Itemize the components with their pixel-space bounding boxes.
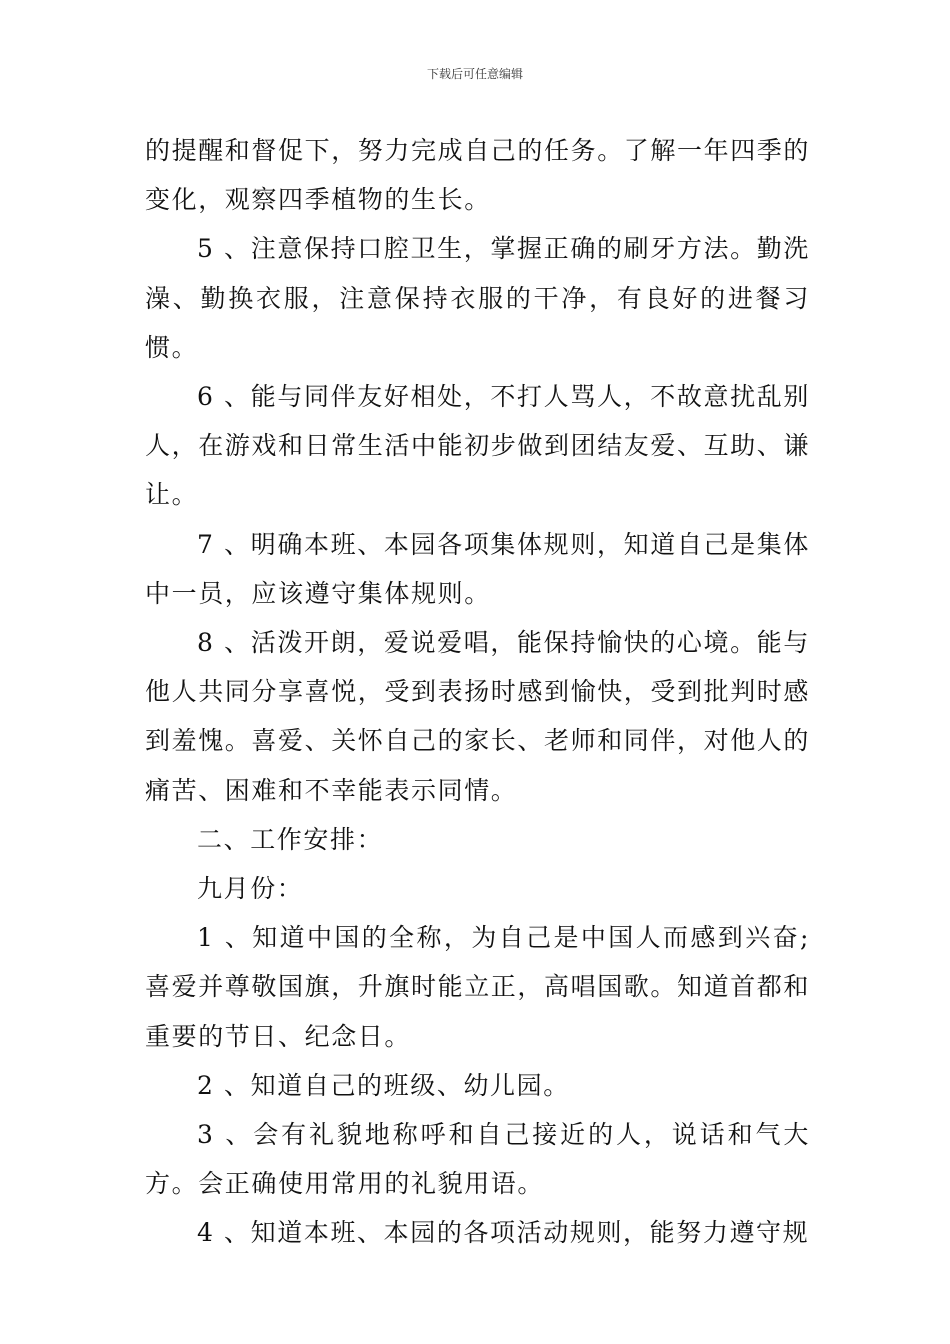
paragraph-9: 2 、知道自己的班级、幼儿园。 xyxy=(197,1070,570,1100)
paragraph-4: 7 、明确本班、本园各项集体规则，知道自己是集体中一员，应该遵守集体规则。 xyxy=(145,529,810,608)
page-header: 下载后可任意编辑 xyxy=(426,67,523,81)
paragraph-5: 8 、活泼开朗，爱说爱唱，能保持愉快的心境。能与他人共同分享喜悦，受到表扬时感到愉快，受到批判时感到羞愧。喜爱、关怀自己的家长、老师和同伴，对他人的痛苦、困难和不幸能表示同情。 xyxy=(145,628,811,805)
paragraph-2: 5 、注意保持口腔卫生，掌握正确的刷牙方法。勤洗澡、勤换衣服，注意保持衣服的干净，有良好的进餐习惯。 xyxy=(145,234,810,362)
paragraph-1: 的提醒和督促下，努力完成自己的任务。了解一年四季的变化，观察四季植物的生长。 xyxy=(145,136,811,215)
paragraph-3: 6 、能与同伴友好相处，不打人骂人，不故意扰乱别人，在游戏和日常生活中能初步做到团结友爱、互助、谦让。 xyxy=(145,382,811,510)
paragraph-10: 3 、会有礼貌地称呼和自己接近的人，说话和气大方。会正确使用常用的礼貌用语。 xyxy=(145,1120,810,1199)
document-body xyxy=(145,126,810,1258)
month-heading: 九月份： xyxy=(197,874,304,904)
paragraph-11: 4 、知道本班、本园的各项活动规则，能努力遵守规 xyxy=(197,1218,810,1248)
section-heading: 二、工作安排： xyxy=(197,824,384,854)
paragraph-8: 1 、知道中国的全称，为自己是中国人而感到兴奋;喜爱并尊敬国旗，升旗时能立正，高唱国歌。知道首都和重要的节日、纪念日。 xyxy=(145,923,811,1051)
